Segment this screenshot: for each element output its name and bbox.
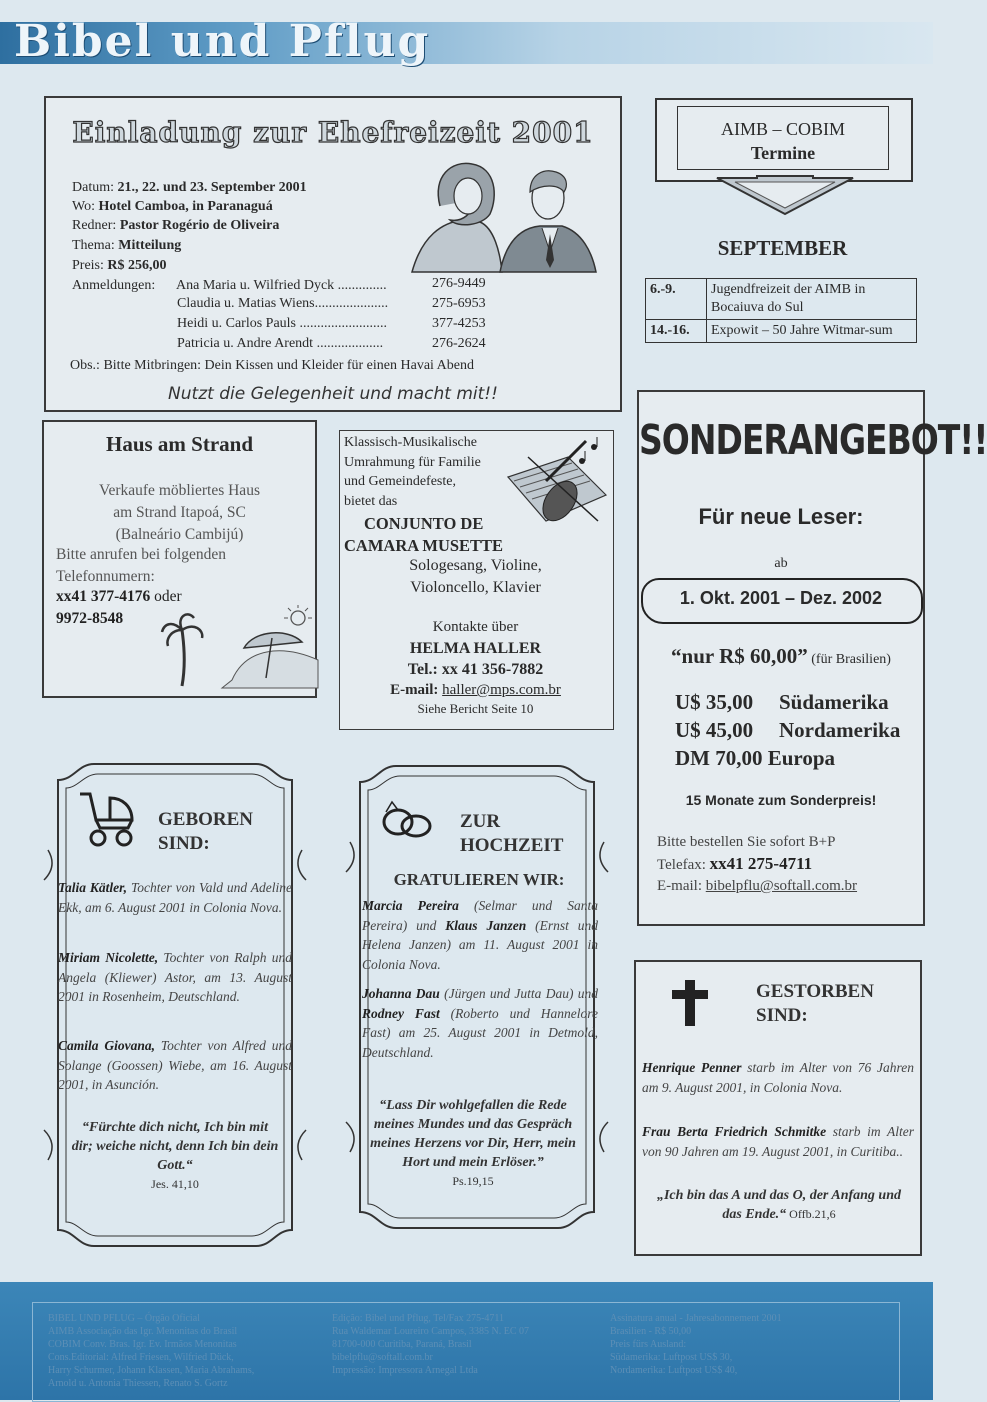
event-text: Expowit – 50 Jahre Witmar-sum (707, 320, 917, 343)
footer-line: Preis fürs Ausland: (610, 1339, 687, 1350)
table-row (646, 279, 917, 320)
footer-col-1 (48, 1312, 318, 1390)
call-line: Bitte anrufen bei folgenden (56, 546, 227, 563)
wo-line: Wo: Hotel Camboa, in Paranaguá (72, 199, 273, 214)
quote-ref: Ps.19,15 (452, 1174, 494, 1188)
sonder-months: 15 Monate zum Sonderpreis! (685, 792, 877, 808)
entry-name: Camila Giovana, (58, 1038, 156, 1053)
quote-ref: Offb.21,6 (786, 1207, 836, 1221)
phone-suffix: oder (150, 588, 182, 605)
couple-illustration (402, 156, 602, 274)
email-link[interactable]: bibelpflu@softall.com.br (705, 878, 858, 894)
title-line: ZUR (460, 811, 501, 832)
email-line (657, 878, 857, 895)
footer-line: bibelpflu@softall.com.br (332, 1352, 433, 1363)
musette-contact (340, 617, 611, 701)
footer-line: Südamerika: Luftpost US$ 30, (610, 1352, 733, 1363)
table-row (646, 320, 917, 343)
name-line: CAMARA MUSETTE (344, 536, 504, 555)
entry-name: Frau Berta Friedrich Schmitke (642, 1124, 827, 1139)
footer-line: Impressão: Impressora Arnegal Ltda (332, 1365, 478, 1376)
email-label: E-mail: (390, 682, 443, 698)
birth-entry (58, 878, 292, 917)
event-date: 6.-9. (646, 279, 707, 320)
price-value: “nur R$ 60,00” (671, 644, 808, 668)
footer-line: Edição: Bibel und Pflug, Tel/Fax 275-4711 (332, 1313, 505, 1324)
footer-line: AIMB Associação das Igr. Menonitas do Brasil (48, 1326, 238, 1337)
einladung-slogan: Nutzt die Gelegenheit und macht mit!! (168, 384, 498, 404)
footer-line: Nordamerika: Luftpost US$ 40, (610, 1365, 738, 1376)
hochzeit-title (460, 810, 563, 858)
einladung-ad (44, 96, 622, 412)
geboren-title (158, 808, 253, 856)
title-line: GESTORBEN (756, 981, 874, 1002)
footer-line: Brasilien - R$ 50,00 (610, 1326, 692, 1337)
desc-line: (Balneário Cambijú) (115, 526, 244, 543)
event-text: Jugendfreizeit der AIMB in Bocaiuva do Sul (707, 279, 917, 320)
instr-line: Sologesang, Violine, (409, 557, 542, 574)
aimb-banner (655, 98, 913, 182)
aimb-line1: AIMB – COBIM (720, 119, 845, 139)
haus-call-text (56, 544, 311, 588)
footer-line: Assinatura anual - Jahresabonnement 2001 (610, 1313, 782, 1324)
entry-text: Tochter von Vald und Adeline Ekk, am 6. August 2001 in Colonia Nova. (58, 880, 293, 915)
aimb-line2: Termine (750, 143, 816, 163)
contact-email (340, 680, 611, 701)
quote-text: “Fürchte dich nicht, Ich bin mit dir; weiche nicht, denn Ich bin dein Gott.“ (71, 1120, 279, 1173)
desc-line: Verkaufe möbliertes Haus (99, 482, 260, 499)
intro-line: bietet das (344, 493, 398, 509)
einladung-title: Einladung zur Ehefreizeit 2001 (72, 116, 594, 149)
telefax-number: xx41 275-4711 (709, 854, 813, 873)
call-line: Telefonnumern: (56, 568, 155, 585)
death-entry (642, 1122, 914, 1161)
geboren-quote (70, 1118, 280, 1194)
contact-tel: Tel.: xx 41 356-7882 (407, 661, 544, 678)
anmeldungen-label: Anmeldungen: (72, 278, 156, 293)
footer-line: Rua Waldemar Loureiro Campos, 3385 N. EC 07 (332, 1326, 530, 1337)
price-row (675, 746, 835, 771)
intro-line: und Gemeindefeste, (344, 474, 456, 489)
musette-note: Siehe Bericht Seite 10 (417, 701, 534, 716)
down-arrow-icon (715, 176, 855, 216)
entry-text: (Selmar und Santa Pereira) und (362, 898, 598, 933)
preis-line: Preis: R$ 256,00 (72, 258, 167, 273)
sonder-price (639, 644, 923, 669)
order-text: Bitte bestellen Sie sofort B+P (657, 834, 836, 850)
masthead-title: Bibel und Pflug (14, 16, 431, 67)
sonder-ab: ab (774, 556, 788, 571)
contact-phone: 275-6953 (432, 296, 486, 311)
footer-col-3 (610, 1312, 890, 1377)
musette-intro (344, 433, 514, 511)
redner-line: Redner: Pastor Rogério de Oliveira (72, 218, 280, 233)
death-entry (642, 1058, 914, 1097)
title-line: SIND: (158, 833, 210, 854)
footer-line: Harry Schurmer, Johann Klassen, Maria Abrahams, (48, 1365, 255, 1376)
wedding-entry (362, 896, 598, 974)
contact-phone: 276-2624 (432, 336, 486, 351)
entry-text: starb im Alter von 76 Jahren am 9. August 2001, in Colonia Nova. (642, 1060, 914, 1095)
datum-line: Datum: 21., 22. und 23. September 2001 (72, 180, 307, 195)
entry-name: Miriam Nicolette, (58, 950, 159, 965)
obs-line: Obs.: Bitte Mitbringen: Dein Kissen und Kleider für einen Havai Abend (70, 358, 474, 373)
footer-line: BIBEL UND PFLUG – Órgão Oficial (48, 1313, 200, 1324)
price-row (675, 718, 753, 743)
row-price: U$ 45,00 (675, 718, 754, 742)
email-label: E-mail: (657, 878, 706, 894)
entry-name: Klaus Janzen (445, 917, 527, 933)
footer-line: COBIM Conv. Bras. Igr. Ev. Irmãos Menonitas (48, 1339, 237, 1350)
entry-name: Rodney Fast (362, 1005, 440, 1021)
price-region: Europa (767, 746, 836, 770)
gestorben-title (756, 980, 874, 1028)
footer-line: 81700-000 Curitiba, Paraná, Brasil (332, 1339, 472, 1350)
intro-line: Umrahmung für Familie (344, 454, 481, 470)
hochzeit-quote (370, 1096, 576, 1191)
aimb-title (678, 117, 888, 165)
aimb-label-box (677, 106, 889, 170)
entry-text: starb im Alter von 90 Jahren am 19. August 2001, in Curitiba.. (642, 1124, 914, 1159)
entry-name: Talia Kätler, (58, 880, 128, 895)
contact-person: HELMA HALLER (409, 640, 542, 657)
contact-name: Patricia u. Andre Arendt ................... (177, 336, 384, 351)
contact-phone: 276-9449 (432, 276, 486, 291)
sonder-dates: 1. Okt. 2001 – Dez. 2002 (679, 588, 883, 608)
sonder-subtitle: Für neue Leser: (698, 504, 864, 529)
birth-entry (58, 1036, 292, 1095)
birth-entry (58, 948, 292, 1007)
haus-description (54, 480, 305, 546)
haus-am-strand-ad (42, 420, 317, 698)
entry-text: (Ernst und Helena Janzen) am 11. August 2001 in Colonia Nova. (362, 917, 599, 972)
desc-line: am Strand Itapoá, SC (113, 504, 246, 521)
cross-icon (670, 980, 710, 1026)
gestorben-quote (646, 1186, 912, 1224)
entry-text: Tochter von Ralph und Angela (Kliewer) Astor, am 13. August 2001 in Rosenheim, Deutschland. (58, 950, 292, 1004)
month-heading: SEPTEMBER (717, 236, 848, 260)
entry-name: Henrique Penner (642, 1060, 742, 1075)
entry-name: Johanna Dau (362, 986, 440, 1001)
name-line: CONJUNTO DE (364, 514, 484, 533)
footer-line: Cons.Editorial: Alfred Friesen, Wilfried Dück, (48, 1352, 234, 1363)
row-price: U$ 35,00 (675, 690, 754, 714)
haus-phone-2: 9972-8548 (56, 610, 124, 627)
sonder-title: SONDERANGEBOT!! (639, 415, 987, 464)
telefax-label: Telefax: (657, 857, 710, 873)
sonderangebot-ad (637, 390, 987, 926)
haus-phone-1 (56, 588, 182, 606)
footer-col-2 (332, 1312, 592, 1377)
email-link[interactable]: haller@mps.com.br (442, 682, 561, 698)
termine-table (645, 278, 917, 343)
event-date: 14.-16. (646, 320, 707, 343)
intro-line: Klassisch-Musikalische (344, 435, 477, 450)
contact-name: Heidi u. Carlos Pauls ......................... (177, 316, 387, 331)
musette-ad (339, 430, 614, 730)
haus-title: Haus am Strand (105, 432, 254, 456)
instruments (340, 555, 611, 599)
phone-number: xx41 377-4176 (56, 588, 151, 605)
quote-text: “Lass Dir wohlgefallen die Rede meines Mundes und das Gespräch meines Herzens vor Dir, Herr, mein Hort und mein Erlöser.” (370, 1098, 576, 1170)
contact-name: Claudia u. Matias Wiens..................... (177, 296, 389, 311)
violin-icon (508, 437, 608, 533)
price-note: (für Brasilien) (807, 652, 891, 667)
thema-line: Thema: Mitteilung (72, 238, 182, 253)
hochzeit-subtitle: GRATULIEREN WIR: (393, 870, 565, 889)
wedding-entry (362, 984, 598, 1062)
quote-text: „Ich bin das A und das O, der Anfang und das Ende.“ (656, 1188, 902, 1222)
baby-carriage-icon (76, 786, 138, 848)
contact-name: Ana Maria u. Wilfried Dyck .............. (176, 278, 387, 293)
quote-ref: Jes. 41,10 (151, 1177, 199, 1191)
title-line: GEBOREN (158, 809, 254, 830)
price-region: Nordamerika (779, 718, 901, 742)
gestorben-box (634, 960, 922, 1256)
price-region: Südamerika (779, 690, 889, 714)
contact-phone: 377-4253 (432, 316, 486, 331)
entry-name: Marcia Pereira (362, 898, 459, 913)
footer-line: Arnold u. Antonia Thiessen, Renato S. Gortz (48, 1378, 228, 1389)
entry-text: Tochter von Alfred und Solange (Goossen) Wiebe, am 16. August 2001, in Asunción. (58, 1038, 293, 1092)
telefax-line (657, 854, 812, 874)
title-line: SIND: (756, 1005, 808, 1026)
beach-illustration (162, 608, 320, 688)
kontakte-label: Kontakte über (432, 619, 519, 635)
title-line: HOCHZEIT (460, 835, 564, 856)
instr-line: Violoncello, Klavier (410, 579, 541, 596)
row-price: DM 70,00 (675, 746, 763, 770)
wedding-rings-icon (372, 800, 442, 840)
entry-text: (Jürgen und Jutta Dau) und (439, 986, 598, 1001)
entry-text: (Roberto und Hannelore Fast) am 25. August 2001 in Detmold, Deutschland. (362, 1005, 598, 1060)
price-row (675, 690, 753, 715)
